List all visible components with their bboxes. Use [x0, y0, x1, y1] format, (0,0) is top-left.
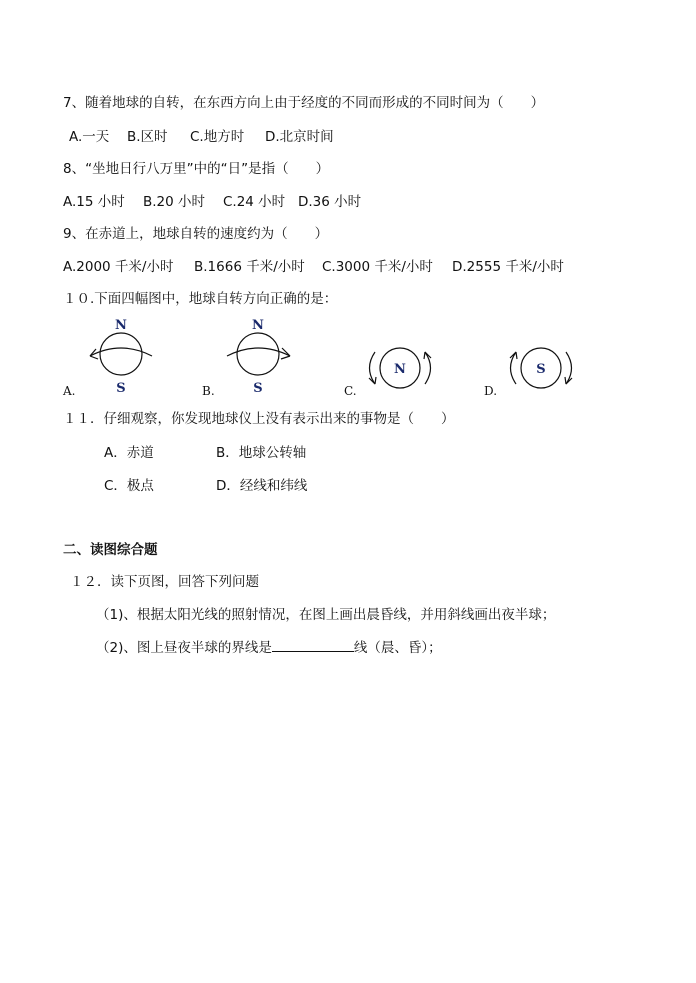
- q11-option-a: A．赤道: [104, 445, 154, 461]
- q7-option-b: B.区时: [127, 129, 168, 145]
- figure-b: [202, 318, 290, 398]
- q7-option-d: D.北京时间: [265, 129, 334, 145]
- q12-stem: １２．读下页图，回答下列问题: [70, 574, 259, 590]
- figure-b-label: B.: [202, 384, 215, 398]
- q12-sub2-after: 线（晨、昏）；: [353, 640, 442, 656]
- figure-c: [344, 348, 431, 398]
- q7-option-a: A.一天: [69, 129, 110, 145]
- globe-a: [100, 333, 142, 375]
- q12-sub1: （1)、根据太阳光线的照射情况，在图上画出晨昏线，并用斜线画出夜半球；: [96, 607, 556, 623]
- q7-option-c: C.地方时: [190, 129, 245, 145]
- q9-option-d: D.2555 千米/小时: [452, 259, 564, 275]
- q9-option-c: C.3000 千米/小时: [322, 259, 433, 275]
- q9-option-b: B.1666 千米/小时: [194, 259, 305, 275]
- globe-b: [237, 333, 279, 375]
- q11-option-c: C．极点: [104, 478, 154, 494]
- q8-option-a: A.15 小时: [63, 194, 125, 210]
- figure-a-top-label: N: [115, 318, 127, 333]
- q12-sub2-before: （2)、图上昼夜半球的界线是: [96, 640, 272, 656]
- answer-blank[interactable]: [272, 639, 354, 652]
- figure-a: [62, 318, 152, 398]
- q11-option-d: D．经线和纬线: [216, 478, 308, 494]
- q7-stem: 7、随着地球的自转，在东西方向上由于经度的不同而形成的不同时间为（ ）: [63, 95, 545, 111]
- figure-b-top-label: N: [252, 318, 264, 333]
- figure-d: [484, 348, 572, 398]
- figure-d-label: D.: [484, 384, 498, 398]
- q8-option-c: C.24 小时: [223, 194, 286, 210]
- figure-a-label: A.: [63, 384, 76, 398]
- q8-option-b: B.20 小时: [143, 194, 206, 210]
- q10-stem: １０.下面四幅图中，地球自转方向正确的是：: [63, 291, 338, 307]
- figure-c-label: C.: [344, 384, 357, 398]
- q8-stem: 8、“坐地日行八万里”中的“日”是指（ ）: [63, 161, 330, 177]
- figure-c-center-label: N: [394, 362, 406, 377]
- q8-option-d: D.36 小时: [298, 194, 362, 210]
- q12-sub2: [96, 639, 442, 657]
- q11-option-b: B．地球公转轴: [216, 445, 307, 461]
- q9-option-a: A.2000 千米/小时: [63, 259, 174, 275]
- section-2-title: 二、读图综合题: [63, 542, 158, 558]
- rotation-arrow-a: [90, 348, 152, 356]
- q9-stem: 9、在赤道上，地球自转的速度约为（ ）: [63, 226, 329, 242]
- figure-a-bottom-label: S: [116, 381, 126, 396]
- figure-d-center-label: S: [536, 362, 546, 377]
- rotation-diagrams: [0, 312, 696, 402]
- figure-b-bottom-label: S: [253, 381, 263, 396]
- q11-stem: １１．仔细观察，你发现地球仪上没有表示出来的事物是（ ）: [63, 411, 455, 427]
